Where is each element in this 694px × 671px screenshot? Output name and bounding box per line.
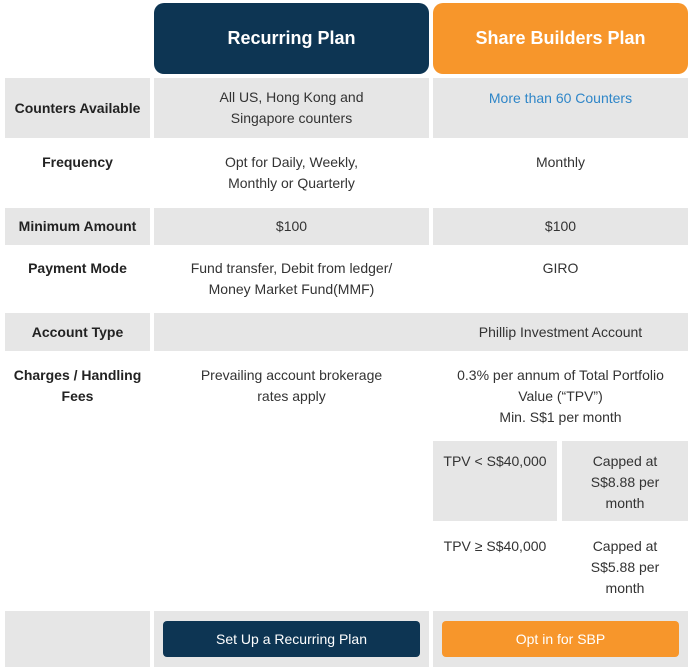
recurring-counters: All US, Hong Kong and Singapore counters: [154, 78, 429, 138]
sbp-frequency: Monthly: [535, 154, 586, 170]
tier-1-condition: TPV < S$40,000: [433, 441, 557, 521]
set-up-recurring-plan-button[interactable]: Set Up a Recurring Plan: [163, 621, 420, 657]
recurring-minimum-amount: $100: [154, 208, 429, 245]
sbp-charges: 0.3% per annum of Total Portfolio Value (“TPV”) Min. S$1 per month: [457, 367, 664, 425]
recurring-action-cell: [154, 611, 429, 667]
row-label-counters: Counters Available: [5, 78, 150, 138]
share-builders-plan-header: [433, 3, 688, 74]
account-type-value: Phillip Investment Account: [478, 323, 643, 340]
opt-in-sbp-button[interactable]: Opt in for SBP: [442, 621, 679, 657]
action-row-label-cell: [5, 611, 150, 667]
sbp-action-cell: [433, 611, 688, 667]
tier-2-cap: Capped at S$5.88 per month: [590, 538, 660, 596]
row-label-payment-mode: Payment Mode: [28, 260, 127, 276]
recurring-frequency: Opt for Daily, Weekly, Monthly or Quarterly: [224, 154, 359, 191]
recurring-plan-header: [154, 3, 429, 74]
tier-1-cap: Capped at S$8.88 per month: [562, 441, 688, 521]
sbp-payment-mode: GIRO: [542, 260, 579, 276]
share-builders-plan-title: Share Builders Plan: [475, 28, 646, 48]
recurring-plan-title: Recurring Plan: [227, 28, 356, 48]
recurring-charges: Prevailing account brokerage rates apply: [200, 367, 383, 404]
recurring-payment-mode: Fund transfer, Debit from ledger/ Money Market Fund(MMF): [190, 260, 393, 297]
sbp-minimum-amount: $100: [433, 208, 688, 245]
row-label-account-type: Account Type: [5, 313, 150, 351]
sbp-counters-link[interactable]: More than 60 Counters: [433, 78, 688, 138]
row-label-charges: Charges / Handling Fees: [13, 367, 142, 404]
tier-2-condition: TPV ≥ S$40,000: [443, 538, 547, 554]
row-label-minimum-amount: Minimum Amount: [5, 208, 150, 245]
row-label-frequency: Frequency: [42, 154, 113, 170]
